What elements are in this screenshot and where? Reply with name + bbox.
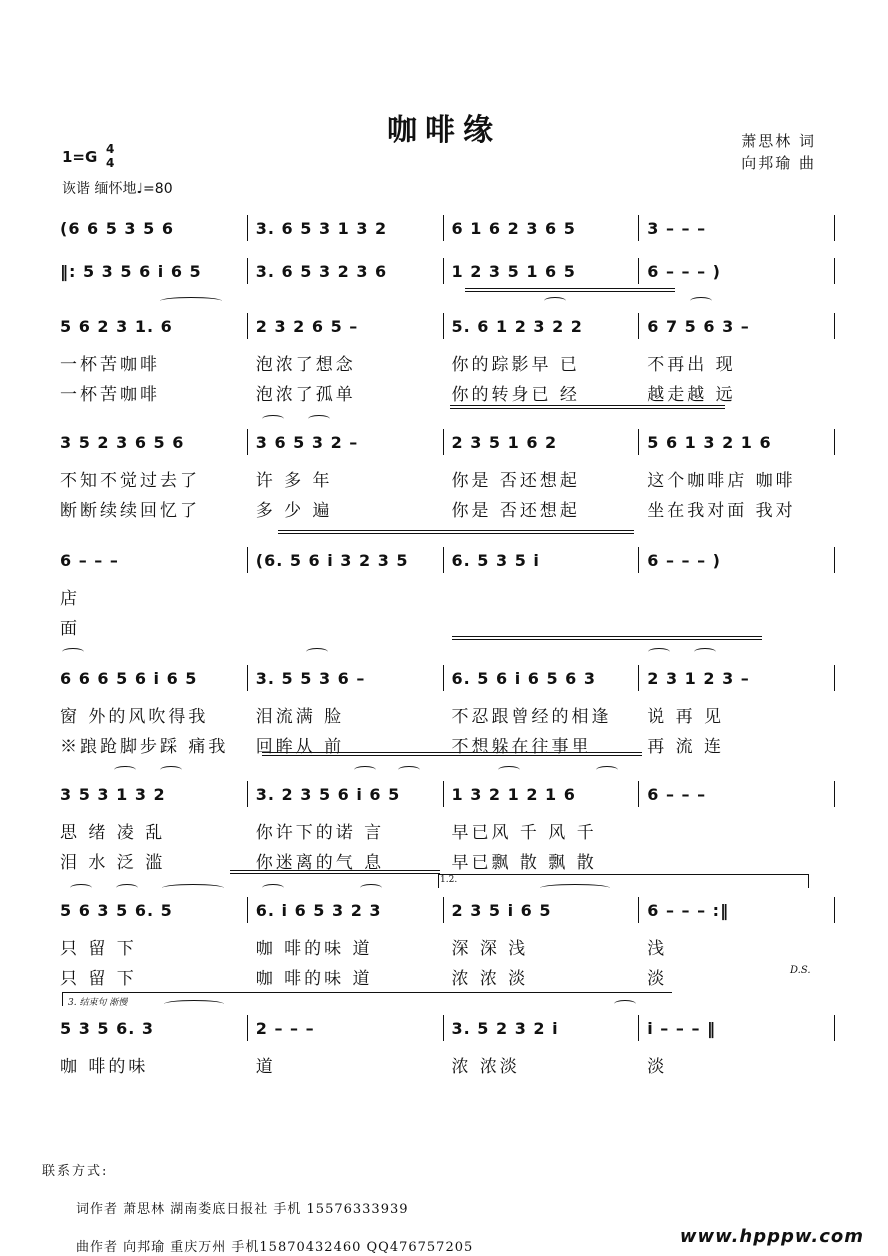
measure: ‖: 5 3 5 6 i 6 5 bbox=[60, 258, 248, 284]
slur bbox=[354, 766, 376, 774]
slur bbox=[694, 648, 716, 656]
measure: 2 3 5 1 6 2 bbox=[444, 429, 640, 455]
dal-segno-marking: D.S. bbox=[790, 965, 811, 976]
measure: 3. 5 5 3 6 – bbox=[248, 665, 444, 691]
lyric-segment: 窗 外的风吹得我 bbox=[60, 707, 209, 727]
song-title: 咖啡缘 bbox=[387, 113, 501, 148]
lyric-segment: 一杯苦咖啡 bbox=[60, 385, 160, 405]
lyric-segment: 不忍跟曾经的相逢 bbox=[451, 707, 612, 727]
lyric-segment: 你是 否还想起 bbox=[451, 471, 580, 491]
slur bbox=[540, 884, 610, 892]
measure: 6 – – – ) bbox=[639, 547, 835, 573]
lyric-segment: 再 流 连 bbox=[647, 737, 725, 757]
lyric-segment: 多 少 遍 bbox=[255, 501, 333, 521]
beam-line bbox=[452, 636, 762, 640]
lyric-segment: 不想躲在往事里 bbox=[451, 737, 592, 757]
volta-tick bbox=[62, 992, 63, 1006]
lyric-segment: 淡 bbox=[647, 1057, 668, 1077]
lyric-segment: 泪 水 泛 滥 bbox=[60, 853, 166, 873]
lyric-line bbox=[60, 964, 835, 989]
lyric-line bbox=[60, 934, 835, 959]
lyric-segment: 这个咖啡店 咖啡 bbox=[647, 471, 796, 491]
notation-row bbox=[60, 214, 835, 242]
lyric-segment bbox=[248, 614, 444, 639]
lyric-segment: 面 bbox=[60, 619, 80, 639]
lyric-segment: 咖 啡的味 道 bbox=[255, 939, 373, 959]
measure: 6 – – – :‖ bbox=[639, 897, 835, 923]
lyric-segment: 不知不觉过去了 bbox=[60, 471, 200, 491]
notation-row bbox=[60, 896, 835, 924]
measure: 5 3 5 6. 3 bbox=[60, 1015, 248, 1041]
slur bbox=[360, 884, 382, 892]
measure: 6 6 6 5 6 i 6 5 bbox=[60, 665, 248, 691]
lyric-segment: 泪流满 脸 bbox=[255, 707, 345, 727]
measure: 2 – – – bbox=[248, 1015, 444, 1041]
measure: 3 6 5 3 2 – bbox=[248, 429, 444, 455]
site-watermark: www.hpppw.com bbox=[679, 1226, 864, 1247]
beam-line bbox=[278, 530, 634, 534]
tempo-marking: 诙谐 缅怀地♩=80 bbox=[62, 181, 173, 197]
notation-row bbox=[60, 664, 835, 692]
lyric-line bbox=[60, 350, 835, 375]
lyric-line bbox=[60, 1052, 835, 1077]
slur bbox=[70, 884, 92, 892]
lyric-segment: 一杯苦咖啡 bbox=[60, 355, 160, 375]
measure: i – – – ‖ bbox=[639, 1015, 835, 1041]
lyric-line bbox=[60, 702, 835, 727]
lyric-segment: 早已飘 散 飘 散 bbox=[451, 853, 597, 873]
slur bbox=[116, 884, 138, 892]
slur bbox=[306, 648, 328, 656]
measure: 3. 2 3 5 6 i 6 5 bbox=[248, 781, 444, 807]
lyric-segment bbox=[639, 848, 835, 873]
lyric-segment: 咖 啡的味 bbox=[60, 1057, 149, 1077]
contact-heading: 联系方式: bbox=[42, 1164, 109, 1179]
composer-credit: 向邦瑜 曲 bbox=[741, 154, 816, 172]
lyric-segment: 只 留 下 bbox=[60, 969, 137, 989]
lyric-segment: 泡浓了想念 bbox=[255, 355, 356, 375]
volta-first-ending: 1.2. bbox=[440, 875, 458, 885]
measure: 6. 5 3 5 i bbox=[444, 547, 640, 573]
meter-bottom: 4 bbox=[106, 156, 115, 170]
slur bbox=[498, 766, 520, 774]
measure: 2 3 1 2 3 – bbox=[639, 665, 835, 691]
lyricist-credit: 萧思林 词 bbox=[741, 132, 816, 150]
lyric-line bbox=[60, 380, 835, 405]
measure: 6 7 5 6 3 – bbox=[639, 313, 835, 339]
lyric-segment: 你迷离的气 息 bbox=[255, 853, 385, 873]
lyric-segment: 不再出 现 bbox=[647, 355, 736, 375]
lyric-segment: 坐在我对面 我对 bbox=[647, 501, 796, 521]
lyric-segment: 道 bbox=[255, 1057, 276, 1077]
lyric-segment: 泡浓了孤单 bbox=[255, 385, 356, 405]
key-signature: 1=G bbox=[62, 148, 98, 166]
lyric-line bbox=[60, 466, 835, 491]
notation-row bbox=[60, 257, 835, 285]
measure: 5 6 1 3 2 1 6 bbox=[639, 429, 835, 455]
lyric-segment: 回眸从 前 bbox=[255, 737, 345, 757]
notation-row bbox=[60, 428, 835, 456]
measure: 5 6 2 3 1. 6 bbox=[60, 313, 248, 339]
lyric-segment: 店 bbox=[60, 589, 80, 609]
slur bbox=[160, 297, 222, 305]
slur bbox=[648, 648, 670, 656]
lyric-segment: 咖 啡的味 道 bbox=[255, 969, 373, 989]
slur bbox=[398, 766, 420, 774]
volta-line bbox=[438, 874, 808, 876]
slur bbox=[262, 884, 284, 892]
lyric-line bbox=[60, 584, 835, 609]
lyric-line bbox=[60, 818, 835, 843]
lyric-segment: 断断续续回忆了 bbox=[60, 501, 200, 521]
volta-tick bbox=[438, 874, 439, 888]
measure: 1 3 2 1 2 1 6 bbox=[444, 781, 640, 807]
measure: 6 – – – bbox=[60, 547, 248, 573]
contact-lyricist-line: 词作者 萧思林 湖南娄底日报社 手机 15576333939 bbox=[76, 1202, 409, 1217]
measure: 6 – – – bbox=[639, 781, 835, 807]
beam-line bbox=[450, 405, 725, 409]
lyric-segment: 深 深 浅 bbox=[451, 939, 529, 959]
lyric-segment: 许 多 年 bbox=[255, 471, 333, 491]
slur bbox=[596, 766, 618, 774]
contact-composer-line: 曲作者 向邦瑜 重庆万州 手机15870432460 QQ476757205 bbox=[76, 1240, 474, 1255]
lyric-segment: 你的转身已 经 bbox=[451, 385, 580, 405]
measure: 3 5 2 3 6 5 6 bbox=[60, 429, 248, 455]
lyric-line bbox=[60, 496, 835, 521]
lyric-segment: ※踉跄脚步踩 痛我 bbox=[60, 737, 229, 757]
measure: 6 1 6 2 3 6 5 bbox=[444, 215, 640, 241]
slur bbox=[262, 415, 284, 423]
lyric-segment: 你许下的诺 言 bbox=[255, 823, 385, 843]
notation-row bbox=[60, 546, 835, 574]
meter-top: 4 bbox=[106, 142, 115, 156]
lyric-segment bbox=[444, 584, 640, 609]
volta-tick bbox=[808, 874, 809, 888]
notation-row bbox=[60, 1014, 835, 1042]
lyric-segment: 越走越 远 bbox=[647, 385, 736, 405]
measure: 5. 6 1 2 3 2 2 bbox=[444, 313, 640, 339]
beam-line bbox=[465, 288, 675, 292]
measure: 1 2 3 5 1 6 5 bbox=[444, 258, 640, 284]
volta-third-ending: 3. 结束句 渐慢 bbox=[68, 998, 128, 1008]
slur bbox=[162, 884, 224, 892]
lyric-segment: 淡 bbox=[647, 969, 668, 989]
beam-line bbox=[230, 870, 440, 874]
slur bbox=[614, 1000, 636, 1008]
notation-row bbox=[60, 780, 835, 808]
lyric-segment: 浓 浓淡 bbox=[451, 1057, 520, 1077]
measure: 5 6 3 5 6. 5 bbox=[60, 897, 248, 923]
slur bbox=[690, 297, 712, 305]
lyric-segment: 浓 浓 淡 bbox=[451, 969, 529, 989]
beam-line bbox=[262, 752, 642, 756]
measure: (6 6 5 3 5 6 bbox=[60, 215, 248, 241]
lyric-line bbox=[60, 848, 835, 873]
lyric-segment: 说 再 见 bbox=[647, 707, 725, 727]
measure: 6. 5 6 i 6 5 6 3 bbox=[444, 665, 640, 691]
measure: 2 3 2 6 5 – bbox=[248, 313, 444, 339]
lyric-segment bbox=[639, 584, 835, 609]
measure: 3 5 3 1 3 2 bbox=[60, 781, 248, 807]
lyric-segment: 你是 否还想起 bbox=[451, 501, 580, 521]
volta-line bbox=[62, 992, 672, 994]
measure: 3. 6 5 3 2 3 6 bbox=[248, 258, 444, 284]
lyric-segment bbox=[248, 584, 444, 609]
measure: (6. 5 6 i 3 2 3 5 bbox=[248, 547, 444, 573]
lyric-segment: 思 绪 凌 乱 bbox=[60, 823, 166, 843]
lyric-segment: 只 留 下 bbox=[60, 939, 137, 959]
slur bbox=[308, 415, 330, 423]
measure: 6 – – – ) bbox=[639, 258, 835, 284]
slur bbox=[160, 766, 182, 774]
measure: 3. 6 5 3 1 3 2 bbox=[248, 215, 444, 241]
lyric-segment: 早已风 千 风 千 bbox=[451, 823, 597, 843]
notation-row bbox=[60, 312, 835, 340]
measure: 6. i 6 5 3 2 3 bbox=[248, 897, 444, 923]
slur bbox=[164, 1000, 224, 1008]
slur bbox=[114, 766, 136, 774]
measure: 3. 5 2 3 2 i bbox=[444, 1015, 640, 1041]
measure: 3 – – – bbox=[639, 215, 835, 241]
time-signature bbox=[106, 142, 114, 170]
lyric-segment: 你的踪影早 已 bbox=[451, 355, 580, 375]
lyric-segment: 浅 bbox=[647, 939, 668, 959]
slur bbox=[544, 297, 566, 305]
slur bbox=[62, 648, 84, 656]
measure: 2 3 5 i 6 5 bbox=[444, 897, 640, 923]
lyric-segment bbox=[639, 818, 835, 843]
